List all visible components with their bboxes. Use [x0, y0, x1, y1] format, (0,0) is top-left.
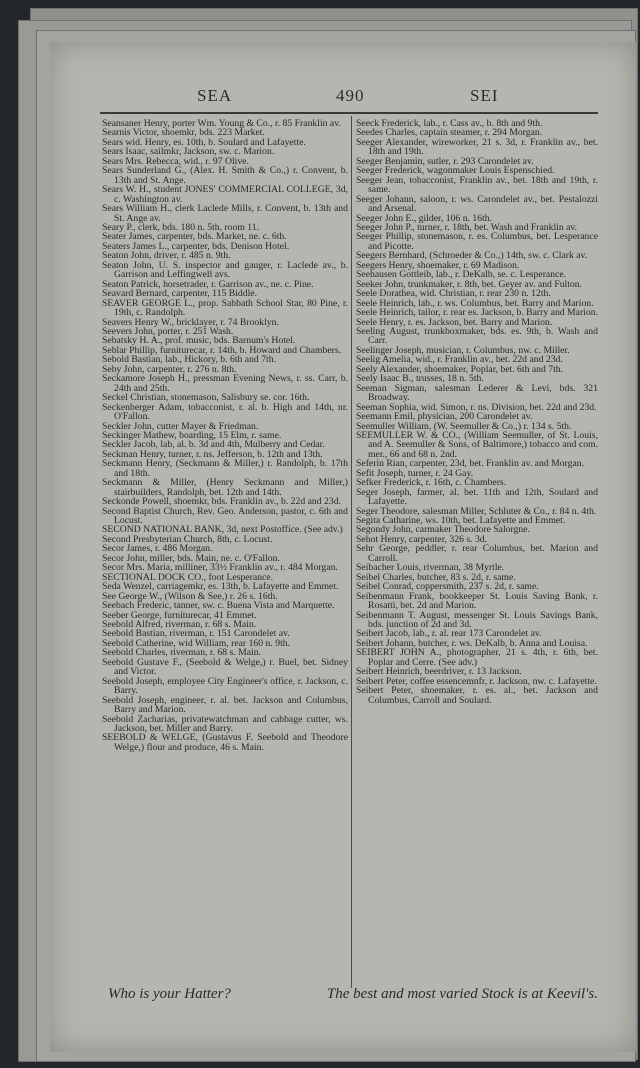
- directory-entry: Sehr George, peddler, r. rear Columbus, bet. Marion and Carroll.: [356, 543, 598, 564]
- directory-entry: Secor Mrs. Maria, milliner, 33½ Franklin av., r. 484 Morgan.: [102, 562, 338, 574]
- directory-entry: Seele Heinrich, tailor, r. rear es. Jackson, b. Barry and Marion.: [356, 307, 598, 319]
- directory-entry: Seeger Alexander, wireworker, 21 s. 3d, r. Franklin av., bet. 18th and 19th.: [356, 136, 598, 158]
- directory-entry: Sears wid. Henry, es. 10th, b. Soulard and Lafayette.: [102, 136, 306, 148]
- directory-entry: Sears W. H., student JONES' COMMERCIAL COLLEGE, 3d, c. Washington av.: [102, 184, 348, 205]
- directory-entry: Seeber George, furniturecar, 41 Emmet.: [102, 609, 257, 621]
- directory-entry: Seebold Gustave F., (Seebold & Welge,) r. Buel, bet. Sidney and Victor.: [102, 656, 348, 678]
- directory-entry: Seeger Jean, tobacconist, Franklin av., bet. 18th and 19th, r. same.: [356, 174, 598, 196]
- column-divider: [351, 116, 352, 988]
- page-number: 490: [336, 86, 365, 105]
- directory-entry: Seckler John, cutter Mayer & Friedman.: [102, 420, 259, 432]
- directory-entry: Seibert Peter, coffee essencemnfr, r. Jackson, nw. c. Lafayette.: [356, 675, 597, 687]
- directory-entry: SEAVER GEORGE L., prop. Sabbath School Star, 80 Pine, r. 19th, c. Randolph.: [102, 297, 348, 319]
- directory-entry: Seeling August, trunkboxmaker, bds. es. 9th, b. Wash and Carr.: [356, 325, 598, 347]
- directory-entry: Seely Isaac B., trusses, 18 n. 5th.: [356, 373, 484, 385]
- footer-left-text: Who is your Hatter?: [108, 986, 231, 1002]
- left-column: [102, 119, 348, 752]
- directory-entry: Seemann Emil, physician, 200 Carondelet av.: [356, 411, 533, 423]
- directory-entry: Seebold Charles, riverman, r. 68 s. Main.: [102, 647, 262, 659]
- directory-entry: Seater James, carpenter, bds. Market, ne. c. 6th.: [102, 231, 287, 243]
- directory-entry: Seeman Sophia, wid. Simon, r. ns. Division, bet. 22d and 23d.: [356, 401, 597, 413]
- directory-entry: Seibert Peter, shoemaker, r. es. al., bet. Jackson and Columbus, Carroll and Soulard.: [356, 685, 598, 706]
- directory-entry: Seansaner Henry, porter Wm. Young & Co., r. 85 Franklin av.: [102, 118, 341, 129]
- directory-entry: Seebold Joseph, engineer, r. al. bet. Jackson and Columbus, Barry and Marion.: [102, 694, 348, 716]
- directory-entry: See George W., (Wilson & See,) r. 26 s. 16th.: [102, 590, 278, 602]
- directory-entry: Second Presbyterian Church, 8th, c. Locust.: [102, 533, 273, 545]
- directory-entry: Seegers Bernhard, (Schroeder & Co.,) 14th, sw. c. Clark av.: [356, 250, 588, 262]
- directory-entry: Sehot Henry, carpenter, 326 s. 3d.: [356, 533, 488, 545]
- directory-entry: Seibacher Louis, riverman, 38 Myrtle.: [356, 562, 505, 574]
- right-guide-word: SEI: [470, 86, 499, 105]
- directory-entry: Seelinger Joseph, musician, r. Columbus, nw. c. Miller.: [356, 344, 570, 356]
- directory-entry: Seebach Frederic, tanner, sw. c. Buena Vista and Marquette.: [102, 600, 335, 612]
- directory-entry: Seblar Phillip, furniturecar, r. 14th, b. Howard and Chambers.: [102, 344, 342, 356]
- directory-entry: Seckinger Mathew, boarding, 15 Elm, r. same.: [102, 429, 282, 441]
- directory-entry: Seary P., clerk, bds. 180 n. 5th, room 11.: [102, 221, 260, 233]
- directory-entry: Seferin Rian, carpenter, 23d, bet. Franklin av. and Morgan.: [356, 458, 585, 470]
- directory-entry: Seeker John, trunkmaker, r. 8th, bet. Geyer av. and Fulton.: [356, 278, 583, 290]
- right-column: [356, 119, 598, 705]
- directory-entry: Seby John, carpenter, r. 276 n. 8th.: [102, 363, 237, 375]
- directory-entry: Seaton Patrick, horsetrader, r. Garrison av., ne. c. Pine.: [102, 278, 314, 290]
- directory-entry: Seebold Joseph, employee City Engineer's office, r. Jackson, c. Barry.: [102, 675, 348, 697]
- directory-entry: Seckman Henry, turner, r. ns. Jefferson, b. 12th and 13th.: [102, 448, 323, 460]
- directory-entry: Seckel Christian, stonemason, Salisbury se. cor. 16th.: [102, 392, 310, 404]
- directory-entry: Sebatsky H. A., prof. music, bds. Barnum's Hotel.: [102, 335, 296, 347]
- directory-entry: SEEBOLD & WELGE, (Gustavus F. Seebold and Theodore Welge,) flour and produce, 46 s. Main.: [102, 732, 348, 753]
- footer-right-text: The best and most varied Stock is at Keevil's.: [326, 986, 598, 1002]
- directory-entry: Seibert Heinrich, beerdriver, r. 13 Jackson.: [356, 666, 522, 678]
- directory-entry: Seele Heinrich, lab., r. ws. Columbus, bet. Barry and Marion.: [356, 297, 594, 309]
- directory-entry: SEEMULLER W. & CO., (William Seemuller, of St. Louis, and A. Seemuller & Sons, of Baltimore,) tobacco and com. mer., 66 and 68 n. 2nd.: [356, 429, 598, 460]
- directory-entry: Seibert Johann, butcher, r. ws. DeKalb, b. Anna and Louisa.: [356, 637, 588, 649]
- directory-entry: Seedes Charles, captain steamer, r. 294 Morgan.: [356, 127, 543, 139]
- directory-entry: Seele Dorathea, wid. Christian, r. rear 230 n. 12th.: [356, 288, 551, 300]
- directory-entry: Seavard Bernard, carpenter, 115 Biddle.: [102, 288, 257, 300]
- directory-entry: Seger Theodore, salesman Miller, Schluter & Co., r. 84 n. 4th.: [356, 505, 597, 517]
- directory-entry: Seaters James L., carpenter, bds. Denison Hotel.: [102, 240, 290, 252]
- directory-entry: Seebold Zacharias, privatewatchman and cabbage cutter, ws. Jackson, bet. Miller and Barry.: [102, 713, 348, 734]
- directory-entry: Seckenberger Adam, tobacconist, r. al. b. High and 14th, nr. O'Fallon.: [102, 401, 348, 423]
- directory-entry: Sebold Bastian, lab., Hickory, b. 6th and 7th.: [102, 354, 276, 366]
- directory-entry: Seeger John P., turner, r. 18th, bet. Wash and Franklin av.: [356, 221, 578, 233]
- directory-entry: Seeger John E., gilder, 106 n. 16th.: [356, 212, 493, 224]
- directory-entry: Sears Isaac, sailmkr, Jackson, sw. c. Marion.: [102, 146, 275, 158]
- directory-entry: Seeger Benjamin, sutler, r. 293 Carondelet av.: [356, 155, 534, 167]
- directory-entry: Seckmann Henry, (Seckmann & Miller,) r. Randolph, b. 17th and 18th.: [102, 458, 348, 479]
- directory-entry: Searnis Victor, shoemkr, bds. 223 Market.: [102, 127, 265, 139]
- directory-entry: Seeck Frederick, lab., r. Cass av., b. 8th and 9th.: [356, 118, 543, 129]
- directory-entry: Seger Joseph, farmer, al. bet. 11th and 12th, Soulard and Lafayette.: [356, 486, 598, 508]
- directory-entry: Seeger Phillip, stonemason, r. es. Columbus, bet. Lesperance and Picotte.: [356, 231, 598, 252]
- directory-entry: Seibenmann T. August, messenger St. Louis Savings Bank, bds. junction of 2d and 3d.: [356, 609, 598, 631]
- directory-entry: Seeger Frederick, wagonmaker Louis Espenschied.: [356, 165, 555, 177]
- directory-entry: Seaton John, U. S. inspector and gauger, r. Laclede av., b. Garrison and Leffingwell avs.: [102, 259, 348, 281]
- left-guide-word: SEA: [197, 86, 233, 105]
- directory-entry: Seavers Henry W., bricklayer, r. 74 Brooklyn.: [102, 316, 279, 328]
- directory-entry: Seehausen Gottleib, lab., r. DeKalb, se. c. Lesperance.: [356, 269, 567, 281]
- directory-entry: SECOND NATIONAL BANK, 3d, next Postoffice. (See adv.): [102, 524, 343, 536]
- directory-entry: Seevers John, porter, r. 251 Wash.: [102, 325, 234, 337]
- directory-entry: Secor John, miller, bds. Main, ne. c. O'Fallon.: [102, 552, 280, 564]
- directory-entry: Seibel Conrad, coppersmith, 237 s. 2d, r. same.: [356, 581, 539, 593]
- directory-entry: SEIBERT JOHN A., photographer, 21 s. 4th, r. 6th, bet. Poplar and Cerre. (See adv.): [356, 647, 598, 668]
- directory-entry: Seckmann & Miller, (Henry Seckmann and Miller,) stairbuilders, Randolph, bet. 12th and 14th.: [102, 477, 348, 498]
- directory-entry: Sefit Joseph, turner, r. 24 Gay.: [356, 467, 474, 479]
- directory-entry: SECTIONAL DOCK CO., foot Lesperance.: [102, 571, 274, 583]
- directory-entry: Seckler Jacob, lab, al. b. 3d and 4th, Mulberry and Cedar.: [102, 439, 325, 451]
- directory-entry: Seibel Charles, butcher, 83 s. 2d, r. same.: [356, 571, 516, 583]
- directory-entry: Seda Wenzel, carriagemkr, es. 13th, b. Lafayette and Emmet.: [102, 581, 339, 593]
- directory-entry: Seaton John, driver, r. 485 n. 9th.: [102, 250, 231, 262]
- directory-entry: Seele Henry, r. es. Jackson, bet. Barry and Marion.: [356, 316, 553, 328]
- directory-entry: Seebold Catherine, wid William, rear 160 n. 9th.: [102, 637, 291, 649]
- directory-entry: Seebold Bastian, riverman, r. 151 Carondelet av.: [102, 628, 290, 640]
- directory-entry: Seely Alexander, shoemaker, Poplar, bet. 6th and 7th.: [356, 363, 564, 375]
- directory-entry: Sears Sunderland G., (Alex. H. Smith & Co.,) r. Convent, b. 13th and St. Ange.: [102, 165, 348, 186]
- directory-entry: Segita Catharine, ws. 10th, bet. Lafayette and Emmet.: [356, 515, 566, 527]
- directory-entry: Seibenmann Frank, bookkeeper St. Louis Saving Bank, r. Rosatti, bet. 2d and Marion.: [356, 590, 598, 612]
- directory-entry: Seckonde Powell, shoemkr, bds. Franklin av., b. 22d and 23d.: [102, 496, 341, 508]
- header-rule: [100, 112, 598, 114]
- directory-entry: Seelig Amelia, wid., r. Franklin av., bet. 22d and 23d.: [356, 354, 563, 366]
- directory-entry: Sears William H., clerk Laclede Mills, r. Convent, b. 13th and St. Ange av.: [102, 203, 348, 224]
- directory-entry: Secor James, r. 486 Morgan.: [102, 543, 213, 555]
- directory-entry: Seckamore Joseph H., pressman Evening News, r. ss. Carr, b. 24th and 25th.: [102, 373, 348, 394]
- directory-entry: Second Baptist Church, Rev. Geo. Anderson, pastor, c. 6th and Locust.: [102, 505, 348, 527]
- directory-entry: Seibert Jacob, lab., r. al. rear 173 Carondelet av.: [356, 628, 542, 640]
- directory-entry: Sears Mrs. Rebecca, wid., r. 97 Olive.: [102, 155, 249, 167]
- footer-advertisement: [108, 986, 598, 1003]
- directory-entry: Seebold Alfred, riverman, r. 68 s. Main.: [102, 619, 257, 631]
- directory-entry: Seeger Johann, saloon, r. ws. Carondelet av., bet. Pestalozzi and Arsenal.: [356, 193, 598, 215]
- directory-entry: Sefker Frederick, r. 16th, c. Chambers.: [356, 477, 507, 489]
- directory-entry: Seemuller William, (W. Seemuller & Co.,) r. 134 s. 5th.: [356, 420, 572, 432]
- directory-entry: Seegers Henry, shoemaker, r. 69 Madison.: [356, 259, 520, 271]
- directory-entry: Segondy John, carmaker Theodore Salorgne.: [356, 524, 530, 536]
- directory-entry: Seeman Sigman, salesman Lederer & Levi, bds. 321 Broadway.: [356, 382, 598, 404]
